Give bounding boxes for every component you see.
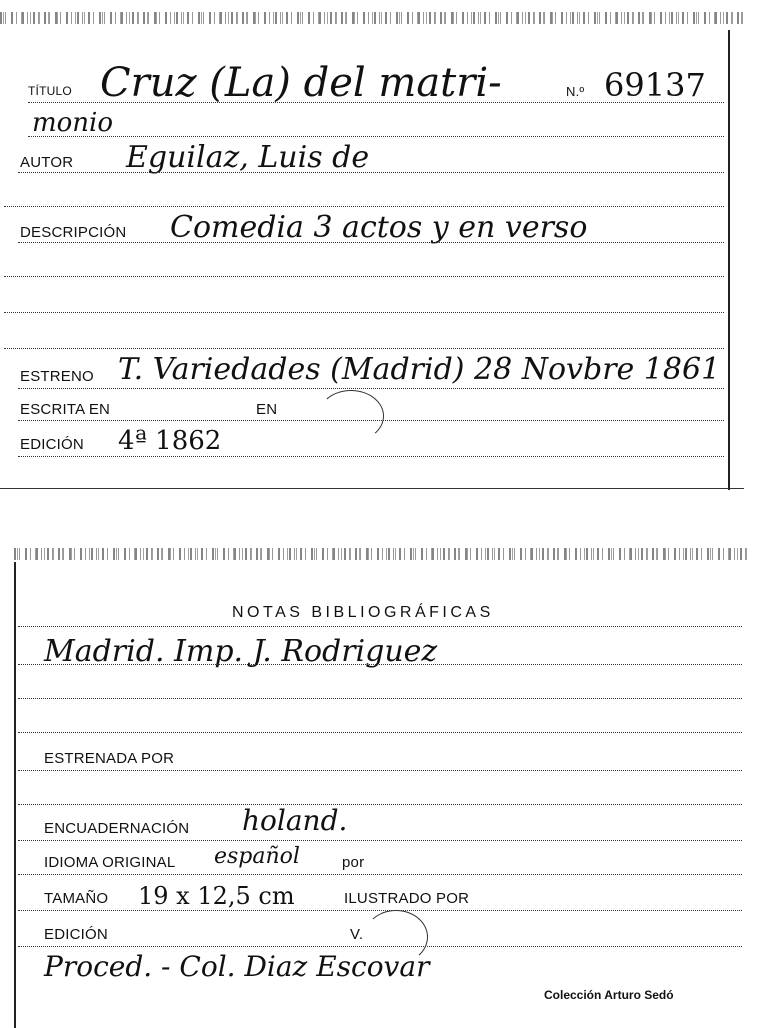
tamano-value: 19 x 12,5 cm xyxy=(138,882,295,910)
encuadernacion-value: holand. xyxy=(242,804,348,837)
notas-value: Madrid. Imp. J. Rodriguez xyxy=(44,634,438,669)
estrenada-label: ESTRENADA POR xyxy=(44,750,175,767)
estreno-rule xyxy=(18,388,724,389)
idioma-value: español xyxy=(214,844,300,869)
idioma-rule xyxy=(18,874,742,875)
autor-rule xyxy=(18,172,724,173)
card-right-border xyxy=(728,30,730,490)
card-back-left-border xyxy=(14,562,16,1028)
blank-rule-4 xyxy=(4,348,724,349)
tamano-label: TAMAÑO xyxy=(44,890,109,907)
numero-label: N.º xyxy=(566,84,585,99)
collection-credit: Colección Arturo Sedó xyxy=(544,988,674,1002)
titulo-continuation: monio xyxy=(32,108,114,138)
stamp-mark xyxy=(318,390,384,442)
back-blank-rule-3 xyxy=(18,804,742,805)
card-bottom-border xyxy=(0,488,744,489)
card-top-edge xyxy=(0,12,744,24)
autor-label: AUTOR xyxy=(20,154,74,171)
descripcion-label: DESCRIPCIÓN xyxy=(20,224,127,241)
card-back-top-edge xyxy=(14,548,748,560)
notas-heading: NOTAS BIBLIOGRÁFICAS xyxy=(232,604,494,621)
edicion-value: 4ª 1862 xyxy=(118,426,222,456)
edicion-rule xyxy=(18,456,724,457)
heading-rule xyxy=(18,626,742,627)
estreno-value: T. Variedades (Madrid) 28 Novbre 1861 xyxy=(118,352,721,387)
tamano-rule xyxy=(18,910,742,911)
titulo-rule xyxy=(28,102,724,103)
blank-rule-2 xyxy=(4,276,724,277)
estreno-label: ESTRENO xyxy=(20,368,94,385)
titulo-value: Cruz (La) del matri- xyxy=(100,60,502,106)
proced-value: Proced. - Col. Diaz Escovar xyxy=(44,950,430,983)
catalog-card-back xyxy=(14,548,748,1028)
encuadernacion-rule xyxy=(18,840,742,841)
blank-rule-1 xyxy=(4,206,724,207)
descripcion-value: Comedia 3 actos y en verso xyxy=(170,210,588,245)
edicion-back-rule xyxy=(18,946,742,947)
encuadernacion-label: ENCUADERNACIÓN xyxy=(44,820,190,837)
catalog-card-front xyxy=(0,0,744,492)
v-label: V. xyxy=(350,926,364,943)
en-label: EN xyxy=(256,401,278,418)
edicion-back-label: EDICIÓN xyxy=(44,926,108,943)
autor-value: Eguilaz, Luis de xyxy=(126,140,370,175)
titulo-label: TÍTULO xyxy=(28,84,72,98)
blank-rule-3 xyxy=(4,312,724,313)
descripcion-rule xyxy=(18,242,724,243)
back-blank-rule-1 xyxy=(18,698,742,699)
idioma-label: IDIOMA ORIGINAL xyxy=(44,854,176,871)
por-label: por xyxy=(342,854,365,871)
ilustrado-label: ILUSTRADO POR xyxy=(344,890,470,907)
estrenada-rule xyxy=(18,770,742,771)
titulo-cont-rule xyxy=(28,136,724,137)
escrita-label: ESCRITA EN xyxy=(20,401,111,418)
numero-value: 69137 xyxy=(604,66,706,104)
notas-rule xyxy=(18,664,742,665)
back-blank-rule-2 xyxy=(18,732,742,733)
edicion-label: EDICIÓN xyxy=(20,436,84,453)
